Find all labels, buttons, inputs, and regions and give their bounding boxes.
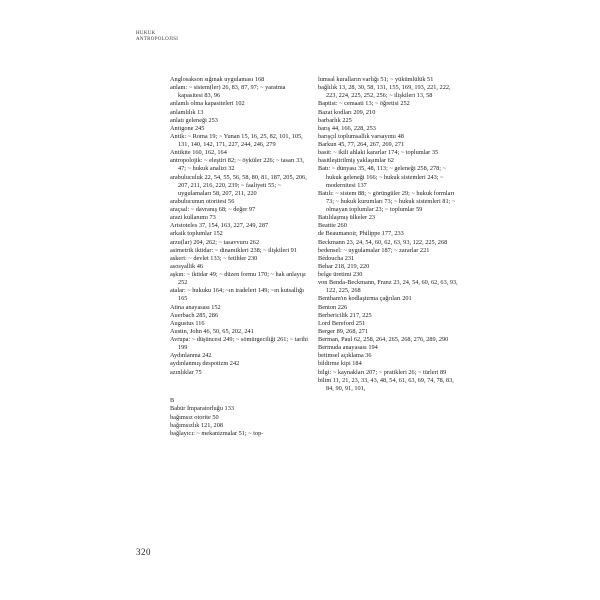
index-entry: bağımsız otorite 50 <box>170 413 219 421</box>
index-entry: aydınlanmış despotizm 242 <box>170 360 240 368</box>
running-head-line1: HUKUK <box>136 31 156 36</box>
index-entry: Anglosakson sığınak uygulaması 168 <box>170 76 265 83</box>
index-entry: Berman, Paul 62, 258, 264, 265, 268, 276, 289, 290 <box>318 336 449 343</box>
index-entry: anlam: ~ sistem(ler) 26, 83, 87, 97; ~ yaratma kapasitesi 83, 96 <box>170 84 286 100</box>
index-entry: bağlayıcı: ~ mekanizmalar 51; ~ top- <box>170 429 264 437</box>
index-entry: Aydınlanma 242 <box>170 352 212 360</box>
index-entry: betimsel açıklama 36 <box>318 352 372 360</box>
index-entry: aşkın: ~ iktidar 49; ~ düzen formu 170; ~ hak anlayışı 252 <box>170 271 306 287</box>
index-entry: de Beaumanoir, Philippe 177, 233 <box>318 230 404 238</box>
index-entry: Lord Bereford 251 <box>318 319 366 327</box>
running-head-line2: ANTROPOLOJISI <box>136 37 179 42</box>
index-entry: arazi kullanımı 73 <box>170 214 216 222</box>
index-entry: arzu(lar) 204, 262; ~ tasavvuru 262 <box>170 238 260 246</box>
index-entry: Antikite 160, 162, 164 <box>170 149 227 157</box>
index-entry: basitleştirilmiş yaklaşımlar 62 <box>318 157 394 165</box>
index-entry: arabulucunun otoritesi 56 <box>170 197 235 205</box>
index-entry: atalar: ~ hukuku 164; ~ın iradeleri 149; ~ın kutsallığı 165 <box>170 287 305 303</box>
index-entry: asimetrik iktidar: ~ dinamikleri 238; ~ ilişkileri 91 <box>170 246 297 254</box>
index-column-left <box>170 76 308 438</box>
index-entry: anlamlılık 13 <box>170 108 204 116</box>
index-entry: Batılılaşmış ülkeler 23 <box>318 214 376 222</box>
index-entry: Atina anayasası 152 <box>170 303 221 311</box>
index-entry: basit: ~ ikili ahlaki kararlar 174; ~ toplumlar 35 <box>318 149 439 157</box>
index-entry: Babür İmparatorluğu 133 <box>170 405 235 413</box>
index-entry: anlamlı olma kapasiteleri 102 <box>170 100 245 108</box>
index-entry: Augustus 116 <box>170 319 205 327</box>
running-head <box>136 31 178 43</box>
index-entry: Bédoucha 231 <box>318 254 355 262</box>
index-entry: anlatı geleneği 253 <box>170 116 218 124</box>
index-entry: Bermuda anayasası 194 <box>318 344 378 352</box>
section-letter: B <box>170 397 175 405</box>
index-entry: Bazat kodları 209, 210 <box>318 108 376 116</box>
index-entry: bağlılık 13, 28, 30, 58, 131, 155, 169, 193, 221, 222, 223, 224, 225, 252, 256; ~ ilişkileri 13, 58 <box>318 84 451 100</box>
index-entry: bildirme kipi 184 <box>318 360 362 368</box>
index-entry: asosyallik 46 <box>170 262 204 270</box>
index-entry: barışçıl toplumsallık varsayımı 48 <box>318 132 404 140</box>
index-entry: Austin, John 46, 50, 65, 202, 241 <box>170 327 254 335</box>
index-column-right <box>318 76 458 393</box>
index-entry: Baptist: ~ cemaati 13; ~ öğretisi 252 <box>318 100 410 108</box>
index-entry: Benton 226 <box>318 303 348 311</box>
index-entry: Batılı: ~ sistem 88; ~ görüngüler 29; ~ hukuk formları 73; ~ hukuk kurumları 73; ~ hukuk sistemleri 81; ~ olmayan toplumlar 23; ~ toplumlar 59 <box>318 189 456 213</box>
index-entry: barbarlık 225 <box>318 116 352 124</box>
page-number: 320 <box>136 547 151 557</box>
index-entry: Berbericilik 217, 225 <box>318 311 372 319</box>
index-entry: araçsal: ~ davranış 68; ~ değer 97 <box>170 206 256 213</box>
index-entry: von Benda-Beckmann, Franz 23, 24, 54, 60, 62, 63, 93, 122, 225, 268 <box>318 279 458 295</box>
index-entry: Behar 218, 219, 220 <box>318 262 370 270</box>
index-entry: belge üretimi 230 <box>318 271 363 278</box>
section-gap <box>170 383 308 391</box>
index-entry: arabuluculuk 22, 54, 55, 56, 58, 80, 81, 187, 205, 206, 207, 211, 216, 220, 239; ~ faaliyeti 55; ~ uygulamaları 58, 207, 211, 220 <box>170 173 307 197</box>
index-entry: Bentham'ın kodlaştırma çağrıları 201 <box>318 295 412 303</box>
index-entry: Beckmann 23, 24, 54, 60, 62, 63, 93, 122, 225, 268 <box>318 238 448 246</box>
index-entry: Antik: ~ Roma 19; ~ Yunan 15, 16, 25, 82, 101, 105, 131, 140, 142, 171, 227, 244, 246, 279 <box>170 132 303 148</box>
index-entry: Barkun 45, 77, 264, 267, 269, 271 <box>318 141 405 148</box>
index-entry: barış 44, 166, 228, 253 <box>318 124 376 132</box>
index-entry: Antigone 245 <box>170 124 205 132</box>
index-entry: Berger 89, 268, 271 <box>318 327 369 335</box>
index-entry: Batı: ~ dünyası 35, 48, 113; ~ geleneği 258, 278; ~ hukuk geleneği 166; ~ hukuk sistemleri 243; ~ modernitesi 137 <box>318 165 447 189</box>
index-entry: Avrupa: ~ düşüncesi 249; ~ sömürgeciliği 261; ~ tarihi 199 <box>170 336 309 352</box>
index-entry: askeri: ~ devlet 133; ~ fetihler 230 <box>170 254 258 262</box>
index-entry: antropolojik: ~ eleştiri 82; ~ öyküler 226; ~ tasarı 33, 47; ~ hukuk analizi 32 <box>170 157 305 173</box>
index-entry: bağımsızlık 121, 208 <box>170 421 223 429</box>
index-entry: lumsal kuralların varlığı 51; ~ yükümlülük 51 <box>318 76 434 83</box>
index-entry: azınlıklar 75 <box>170 368 202 376</box>
index-entry: arkaik toplumlar 152 <box>170 230 223 238</box>
index-entry: bedensel: ~ uygulamalar 187; ~ zararlar 221 <box>318 246 430 254</box>
index-entry: Beattie 260 <box>318 222 347 230</box>
index-entry: bilim 11, 21, 23, 33, 43, 48, 54, 61, 63, 69, 74, 78, 83, 84, 90, 91, 101, <box>318 376 454 392</box>
index-entry: Auerbach 285, 286 <box>170 311 219 319</box>
index-entry: bilgi: ~ kaynakları 207; ~ pratikleri 26; ~ türleri 89 <box>318 368 447 376</box>
index-entry: Aristoteles 37, 154, 163, 227, 249, 287 <box>170 222 269 230</box>
